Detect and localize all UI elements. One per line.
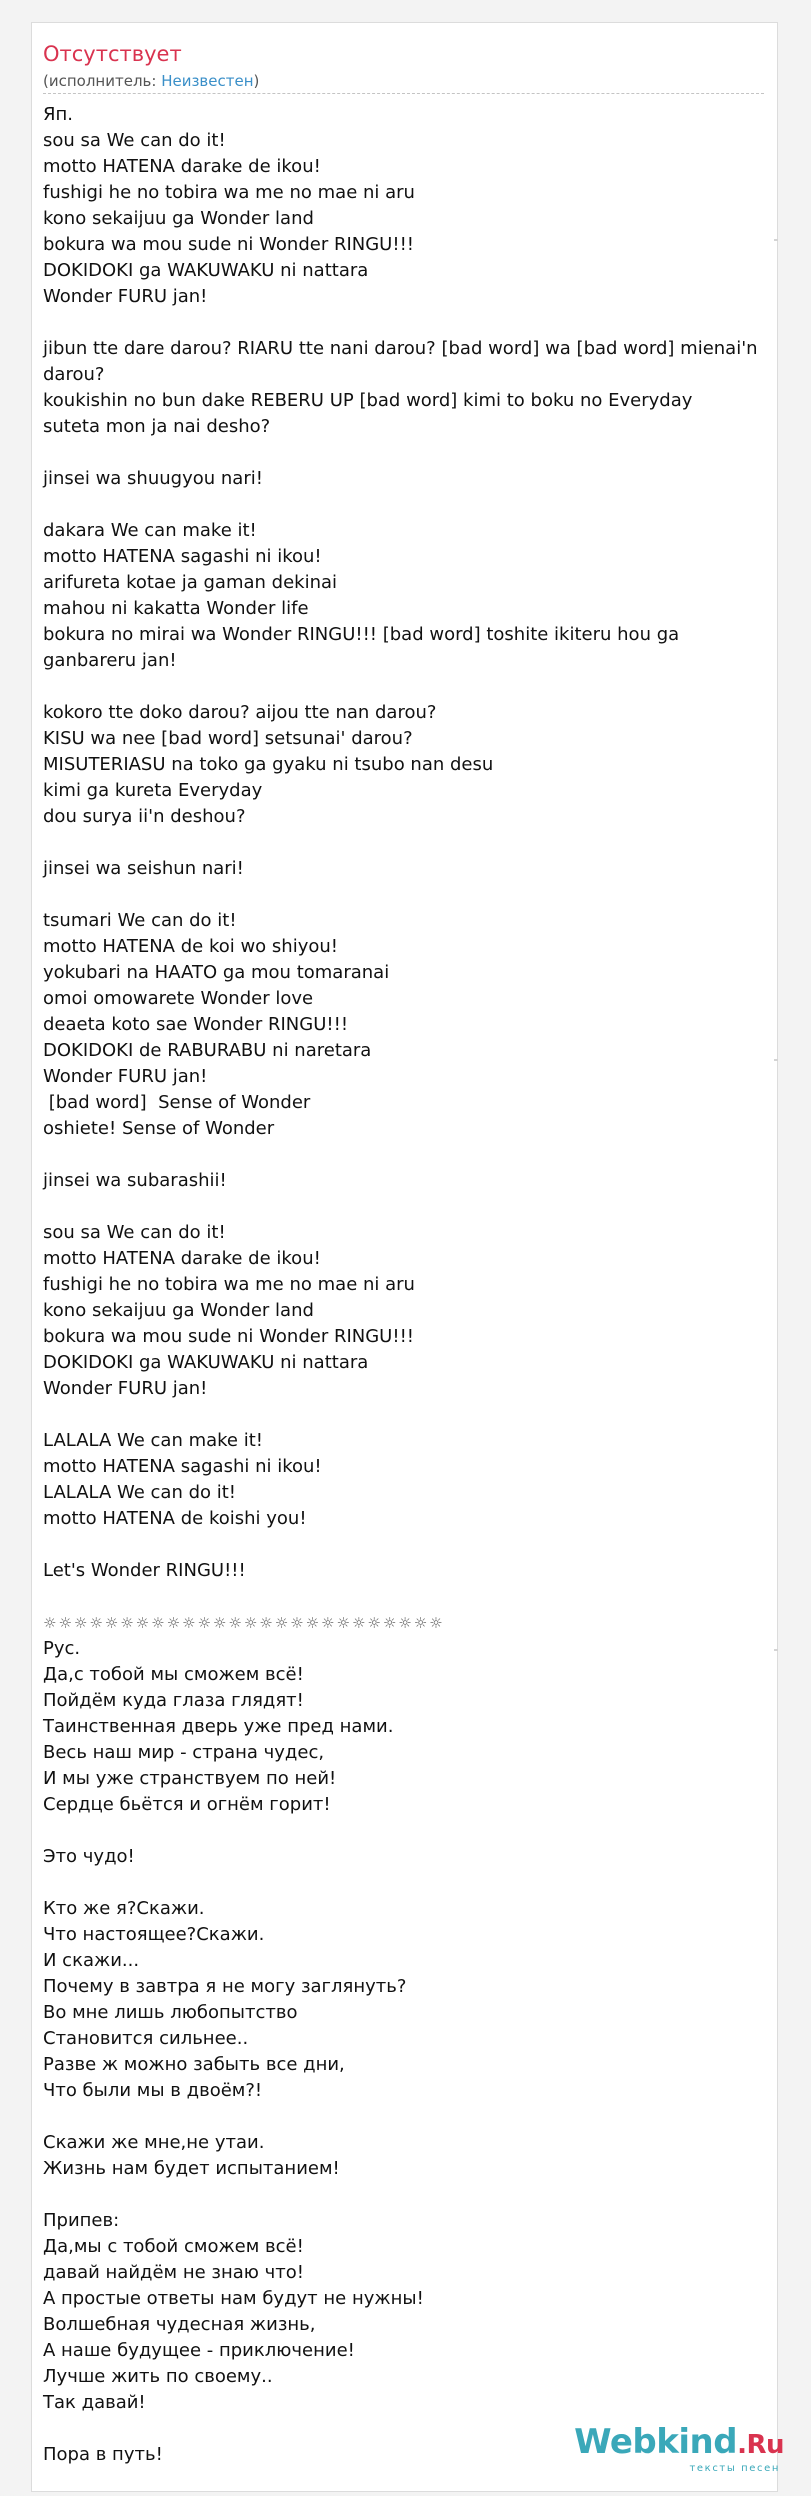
lyric-line: Припев: <box>43 2210 120 2231</box>
lyric-line: Жизнь нам будет испытанием! <box>43 2158 340 2179</box>
lyric-line: motto HATENA de koishi you! <box>43 1508 307 1529</box>
lyric-line: Яп. <box>43 104 73 125</box>
lyric-line: omoi omowarete Wonder love <box>43 988 314 1009</box>
lyric-line: Пойдём куда глаза глядят! <box>43 1690 304 1711</box>
logo-tld: .Ru <box>737 2430 784 2460</box>
lyric-line: kono sekaijuu ga Wonder land <box>43 1300 314 1321</box>
lyric-blank-line <box>43 1584 778 1610</box>
lyric-line: Wonder FURU jan! <box>43 286 208 307</box>
lyric-blank-line <box>43 1402 778 1428</box>
lyric-line: motto HATENA darake de ikou! <box>43 1248 321 1269</box>
lyric-blank-line <box>43 2104 778 2130</box>
lyric-line: koukishin no bun dake REBERU UP [bad word] kimi to boku no Everyday <box>43 390 693 411</box>
lyric-line: Рус. <box>43 1638 81 1659</box>
lyric-line: fushigi he no tobira wa me no mae ni aru <box>43 1274 415 1295</box>
lyric-line: [bad word] Sense of Wonder <box>43 1092 311 1113</box>
lyric-line: arifureta kotae ja gaman dekinai <box>43 572 338 593</box>
lyric-line: DOKIDOKI ga WAKUWAKU ni nattara <box>43 1352 369 1373</box>
lyric-line: tsumari We can do it! <box>43 910 237 931</box>
lyric-line: Почему в завтра я не могу заглянуть? <box>43 1976 407 1997</box>
lyric-blank-line <box>43 1818 778 1844</box>
lyric-line: Разве ж можно забыть все дни, <box>43 2054 345 2075</box>
lyric-line: давай найдём не знаю что! <box>43 2262 305 2283</box>
webkind-logo[interactable] <box>574 2424 784 2475</box>
lyric-line: Wonder FURU jan! <box>43 1066 208 1087</box>
lyric-blank-line <box>43 882 778 908</box>
lyric-line: sou sa We can do it! <box>43 130 226 151</box>
lyric-line: bokura no mirai wa Wonder RINGU!!! [bad word] toshite ikiteru hou ga <box>43 624 680 645</box>
lyric-line: yokubari na HAATO ga mou tomaranai <box>43 962 390 983</box>
lyric-line: И скажи... <box>43 1950 140 1971</box>
lyric-line: Сердце бьётся и огнём горит! <box>43 1794 331 1815</box>
lyric-line: Таинственная дверь уже пред нами. <box>43 1716 394 1737</box>
lyric-line: suteta mon ja nai desho? <box>43 416 271 437</box>
lyric-line: Let's Wonder RINGU!!! <box>43 1560 246 1581</box>
lyric-line: jibun tte dare darou? RIARU tte nani darou? [bad word] wa [bad word] mienai'n darou? <box>43 338 764 385</box>
lyric-line: kimi ga kureta Everyday <box>43 780 263 801</box>
lyric-line: jinsei wa seishun nari! <box>43 858 244 879</box>
lyric-line: bokura wa mou sude ni Wonder RINGU!!! <box>43 1326 414 1347</box>
lyric-blank-line <box>43 2182 778 2208</box>
logo-name: Webkind <box>574 2422 738 2462</box>
lyric-line: Весь наш мир - страна чудес, <box>43 1742 325 1763</box>
lyric-blank-line <box>43 830 778 856</box>
lyric-line: deaeta koto sae Wonder RINGU!!! <box>43 1014 349 1035</box>
lyric-line: bokura wa mou sude ni Wonder RINGU!!! <box>43 234 414 255</box>
lyric-line: Становится сильнее.. <box>43 2028 249 2049</box>
lyric-line: motto HATENA sagashi ni ikou! <box>43 546 322 567</box>
lyrics-card <box>31 22 778 2492</box>
header-divider <box>43 93 764 94</box>
lyric-blank-line <box>43 674 778 700</box>
lyric-line: motto HATENA darake de ikou! <box>43 156 321 177</box>
lyric-line: Волшебная чудесная жизнь, <box>43 2314 316 2335</box>
lyric-line: DOKIDOKI de RABURABU ni naretara <box>43 1040 372 1061</box>
lyric-line: Лучше жить по своему.. <box>43 2366 273 2387</box>
lyric-line: Да,мы с тобой сможем всё! <box>43 2236 304 2257</box>
artist-prefix: (исполнитель: <box>43 72 162 90</box>
lyric-line: Во мне лишь любопытство <box>43 2002 298 2023</box>
artist-suffix: ) <box>253 72 260 90</box>
lyric-line: А простые ответы нам будут не нужны! <box>43 2288 424 2309</box>
lyric-blank-line <box>43 1532 778 1558</box>
lyric-blank-line <box>43 1194 778 1220</box>
lyric-line: fushigi he no tobira wa me no mae ni aru <box>43 182 415 203</box>
lyric-line: Что настоящее?Скажи. <box>43 1924 265 1945</box>
lyric-line: Пора в путь! <box>43 2444 163 2465</box>
lyric-line: Что были мы в двоём?! <box>43 2080 263 2101</box>
lyric-line: Кто же я?Скажи. <box>43 1898 205 1919</box>
lyric-line: Так давай! <box>43 2392 146 2413</box>
lyric-line: Это чудо! <box>43 1846 135 1867</box>
lyric-line: mahou ni kakatta Wonder life <box>43 598 309 619</box>
lyric-line: jinsei wa shuugyou nari! <box>43 468 263 489</box>
lyric-line: Wonder FURU jan! <box>43 1378 208 1399</box>
lyric-line: sou sa We can do it! <box>43 1222 226 1243</box>
artist-line <box>43 72 259 90</box>
lyric-blank-line <box>43 1142 778 1168</box>
lyrics-text <box>43 102 778 2468</box>
lyric-line: LALALA We can make it! <box>43 1430 263 1451</box>
lyric-line: dou surya ii'n deshou? <box>43 806 246 827</box>
lyric-line: ☼☼☼☼☼☼☼☼☼☼☼☼☼☼☼☼☼☼☼☼☼☼☼☼☼☼ <box>43 1614 445 1632</box>
lyric-line: А наше будущее - приключение! <box>43 2340 355 2361</box>
lyric-line: kono sekaijuu ga Wonder land <box>43 208 314 229</box>
lyric-line: MISUTERIASU na toko ga gyaku ni tsubo nan desu <box>43 754 494 775</box>
artist-link[interactable]: Неизвестен <box>161 72 254 90</box>
lyric-line: ganbareru jan! <box>43 650 177 671</box>
lyric-line: oshiete! Sense of Wonder <box>43 1118 275 1139</box>
lyric-line: И мы уже странствуем по ней! <box>43 1768 337 1789</box>
lyric-line: DOKIDOKI ga WAKUWAKU ni nattara <box>43 260 369 281</box>
lyric-line: jinsei wa subarashii! <box>43 1170 227 1191</box>
lyric-line: LALALA We can do it! <box>43 1482 237 1503</box>
lyric-blank-line <box>43 310 778 336</box>
lyric-line: motto HATENA de koi wo shiyou! <box>43 936 338 957</box>
lyric-blank-line <box>43 1870 778 1896</box>
lyric-line: KISU wa nee [bad word] setsunai' darou? <box>43 728 413 749</box>
logo-tagline: тексты песен <box>689 2463 780 2474</box>
song-title: Отсутствует <box>43 42 182 66</box>
lyric-line: motto HATENA sagashi ni ikou! <box>43 1456 322 1477</box>
lyric-line: Скажи же мне,не утаи. <box>43 2132 265 2153</box>
lyric-line: kokoro tte doko darou? aijou tte nan darou? <box>43 702 437 723</box>
lyric-blank-line <box>43 492 778 518</box>
lyric-line: Да,с тобой мы сможем всё! <box>43 1664 304 1685</box>
logo-wordmark <box>574 2424 784 2463</box>
lyric-line: dakara We can make it! <box>43 520 257 541</box>
lyric-blank-line <box>43 440 778 466</box>
